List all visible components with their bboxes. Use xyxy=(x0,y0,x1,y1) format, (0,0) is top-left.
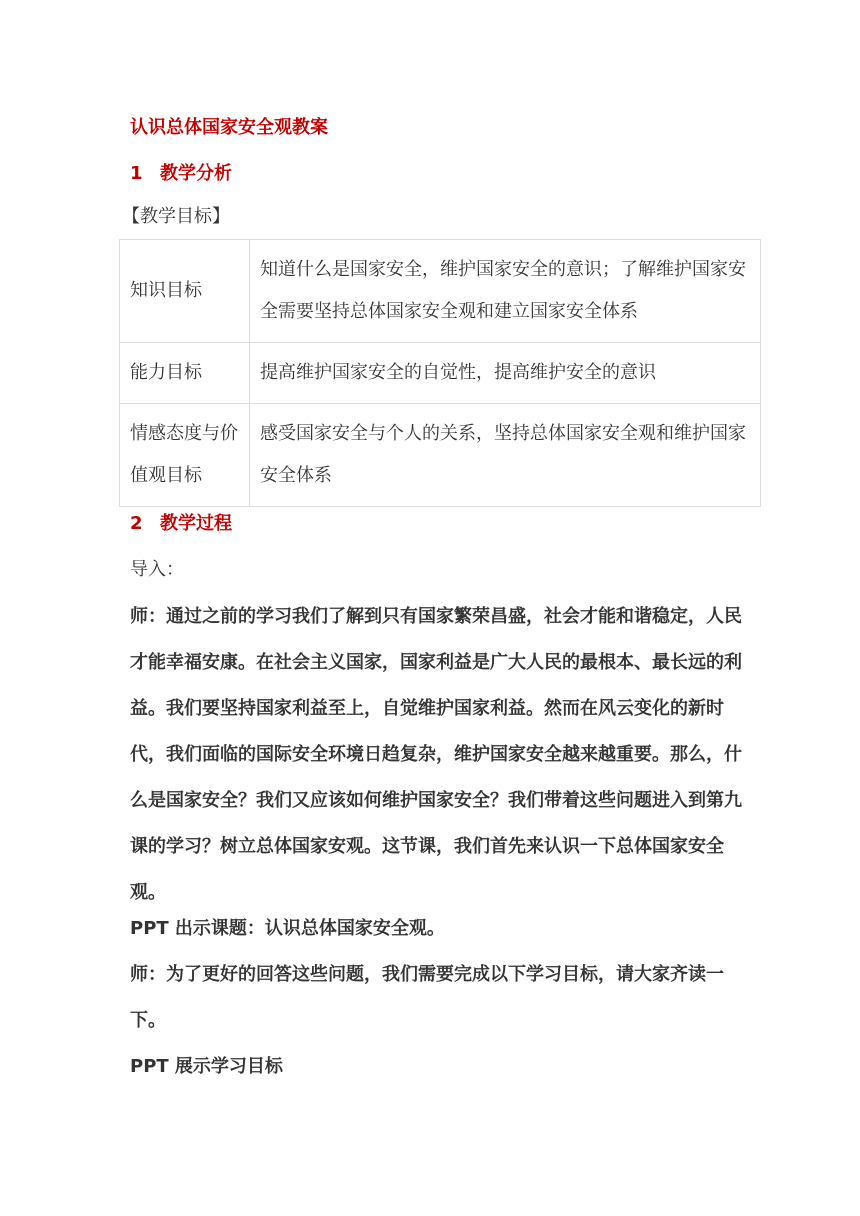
ppt-goals-paragraph: PPT 展示学习目标 xyxy=(130,1056,283,1077)
document-title: 认识总体国家安全观教案 xyxy=(130,117,328,138)
goal-text: 提高维护国家安全的自觉性，提高维护安全的意识 xyxy=(250,343,761,404)
goal-text: 感受国家安全与个人的关系，坚持总体国家安全观和维护国家安全体系 xyxy=(250,404,761,507)
section-title: 教学分析 xyxy=(160,163,232,184)
table-row xyxy=(120,404,761,507)
section-title: 教学过程 xyxy=(160,513,232,534)
goal-label: 能力目标 xyxy=(120,343,250,404)
teacher-intro-paragraph: 师：通过之前的学习我们了解到只有国家繁荣昌盛，社会才能和谐稳定，人民才能幸福安康。在社会主义国家，国家利益是广大人民的最根本、最长远的利益。我们要坚持国家利益至上，自觉维护国家利益。然而在风云变化的新时代，我们面临的国际安全环境日趋复杂，维护国家安全越来越重要。那么，什么是国家安全？我们又应该如何维护国家安全？我们带着这些问题进入到第九课的学习？树立总体国家安观。这节课，我们首先来认识一下总体国家安全观。 xyxy=(130,606,742,903)
teacher-goals-paragraph: 师：为了更好的回答这些问题，我们需要完成以下学习目标，请大家齐读一下。 xyxy=(130,964,724,1031)
ppt-title-paragraph: PPT 出示课题：认识总体国家安全观。 xyxy=(130,918,445,939)
table-row xyxy=(120,343,761,404)
goals-heading: 【教学目标】 xyxy=(122,206,230,227)
section-number: 2 xyxy=(130,513,143,534)
section-heading-analysis xyxy=(130,160,232,188)
intro-label: 导入： xyxy=(130,559,184,580)
teaching-goals-table xyxy=(119,239,761,507)
goal-label: 知识目标 xyxy=(120,240,250,343)
section-number: 1 xyxy=(130,163,143,184)
goal-text: 知道什么是国家安全，维护国家安全的意识；了解维护国家安全需要坚持总体国家安全观和建立国家安全体系 xyxy=(250,240,761,343)
goal-label: 情感态度与价值观目标 xyxy=(120,404,250,507)
table-row xyxy=(120,240,761,343)
section-heading-process xyxy=(130,510,232,538)
